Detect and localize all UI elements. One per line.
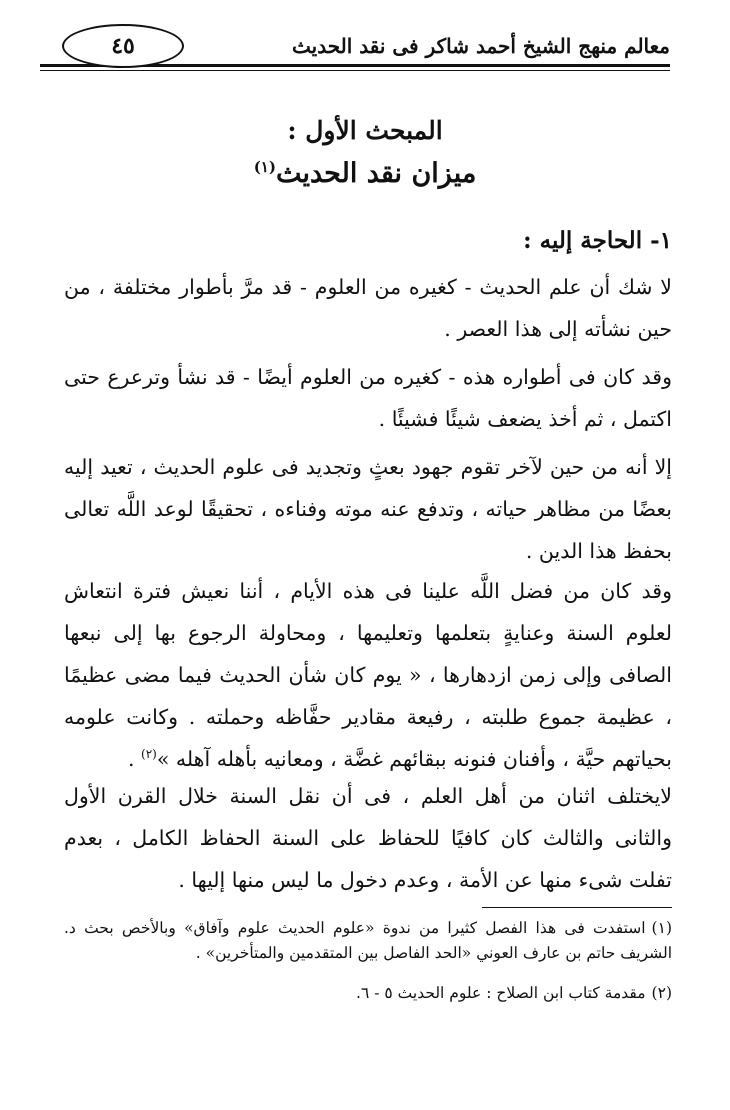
paragraph-4-end: .: [127, 747, 142, 771]
section-heading: المبحث الأول :: [287, 116, 443, 145]
footnote-separator: [482, 907, 672, 908]
subheading-need: ١- الحاجة إليه :: [523, 227, 672, 254]
footnote-1-text: استفدت فى هذا الفصل كثيرا من ندوة «علوم الحديث علوم وآفاق» وبالأخص بحث د. الشريف حاتم بن عارف العوني «الحد الفاصل بين المتقدمين والمتأخرين» .: [64, 919, 672, 962]
paragraph-2: وقد كان فى أطواره هذه - كغيره من العلوم أيضًا - قد نشأ وترعرع حتى اكتمل ، ثم أخذ يضعف شيئًا فشيئًا .: [64, 365, 672, 431]
page-number-badge: ٤٥: [62, 24, 184, 68]
paragraph-5: لايختلف اثنان من أهل العلم ، فى أن نقل السنة خلال القرن الأول والثانى والثالث كان كافيًا للحفاظ على السنة الحفاظ الكامل ، بعدم تفلت شىء منها عن الأمة ، وعدم دخول ما ليس منها إليها .: [64, 784, 672, 892]
section-title-text: ميزان نقد الحديث: [275, 158, 477, 189]
paragraph-3: إلا أنه من حين لآخر تقوم جهود بعثٍ وتجديد فى علوم الحديث ، تعيد إليه بعضًا من مظاهر حياته ، وتدفع عنه موته وفناءه ، تحقيقًا لوعد اللَّه تعالى بحفظ هذا الدين .: [64, 455, 672, 563]
running-header: [40, 18, 670, 70]
paragraph-1: لا شك أن علم الحديث - كغيره من العلوم - قد مرَّ بأطوار مختلفة ، من حين نشأته إلى هذا العصر .: [64, 275, 672, 341]
section-title: [60, 158, 670, 189]
footnote-ref-1[interactable]: (١): [253, 158, 276, 176]
book-title: معالم منهج الشيخ أحمد شاكر فى نقد الحديث: [292, 34, 670, 58]
footnote-2: [64, 981, 672, 1006]
paragraph-4: [64, 570, 672, 780]
footnote-2-mark: (٢): [651, 984, 672, 1002]
footnote-1: [64, 916, 672, 966]
footnote-ref-2[interactable]: (٢): [141, 747, 157, 762]
footnote-1-mark: (١): [651, 919, 672, 937]
paragraph-4-text: وقد كان من فضل اللَّه علينا فى هذه الأيام ، أننا نعيش فترة انتعاش لعلوم السنة وعنايةٍ بتعلمها وتعليمها ، ومحاولة الرجوع بها إلى نبعها الصافى وإلى زمن ازدهارها ، « يوم كان شأن الحديث فيما مضى عظيمًا ، عظيمة جموع طلبته ، رفيعة مقادير حفَّاظه وحملته . وكانت علومه بحياتهم حيَّة ، وأفنان فنونه ببقائهم غضَّة ، ومعانيه بأهله آهله »: [64, 579, 672, 771]
footnote-2-text: مقدمة كتاب ابن الصلاح : علوم الحديث ٥ - ٦.: [356, 984, 646, 1002]
header-rule-thin: [40, 70, 670, 71]
